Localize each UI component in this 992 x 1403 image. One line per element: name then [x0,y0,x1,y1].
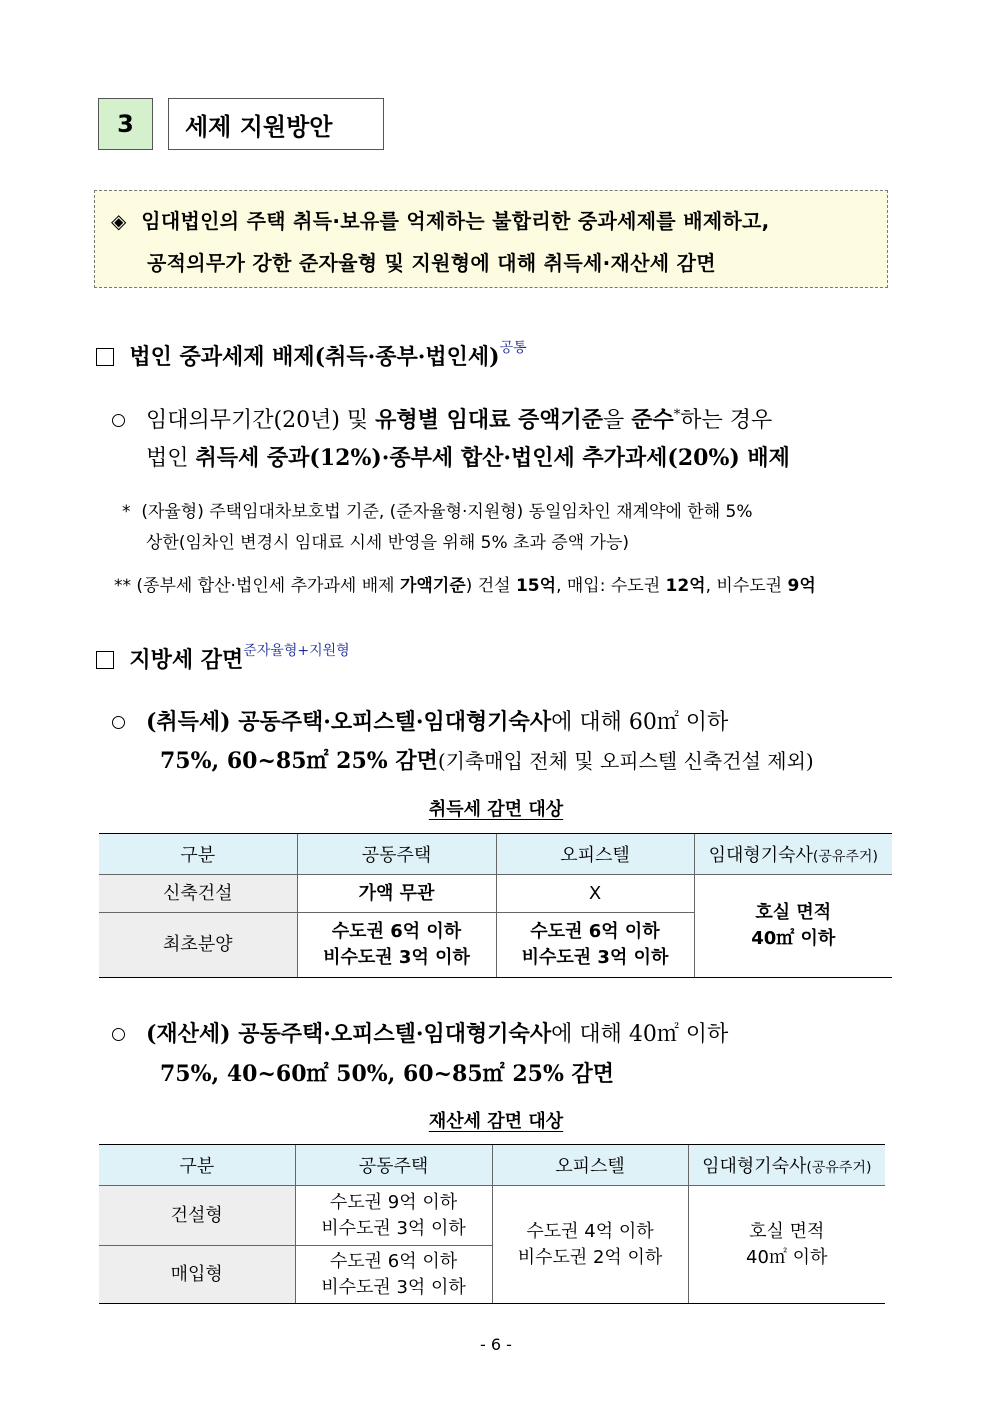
item-3-line-2 [160,1057,614,1088]
note-2-mark: ** [114,576,131,596]
table-row [99,1186,885,1246]
table-1-cell: X [496,875,694,913]
table-1-dorm-cell: 호실 면적 40㎡ 이하 [694,875,892,978]
summary-line-1 [111,205,770,234]
heading-1-text: 법인 중과세제 배제(취득·종부·법인세) [129,344,500,370]
table-2-header-text: 임대형기숙사 [702,1156,807,1177]
heading-2-text: 지방세 감면 [129,647,244,673]
note-2-g: , 비수도권 [705,576,788,596]
item-2-text-b: 에 대해 60㎡ 이하 [551,710,729,735]
item-3-line-1 [112,1017,728,1048]
table-1-cell: 수도권 6억 이하 비수도권 3억 이하 [297,913,496,978]
table-2-caption: 재산세 감면 대상 [428,1111,564,1132]
heading-local-tax [96,643,350,674]
item-2-text-a: (취득세) 공동주택·오피스텔·임대형기숙사 [145,709,552,735]
note-2-h: 9억 [787,576,816,596]
section-number: 3 [98,98,153,150]
note-2-f: 12억 [665,576,706,596]
table-2-cell: 수도권 6억 이하 비수도권 3억 이하 [295,1246,492,1304]
table-2-header: 공동주택 [295,1145,492,1186]
summary-text-1: 임대법인의 주택 취득·보유를 억제하는 불합리한 중과세제를 배제하고, [141,209,770,233]
table-1-cell: 가액 무관 [297,875,496,913]
section-title: 세제 지원방안 [168,98,384,150]
item-1-text-e: 하는 경우 [680,408,773,433]
item-1-text-a: 임대의무기간(20년) 및 [145,408,376,433]
table-1-row-label: 최초분양 [99,913,297,978]
item-3-text-a: (재산세) 공동주택·오피스텔·임대형기숙사 [145,1021,552,1047]
note-1-line-1 [122,497,753,522]
page-number: - 6 - [480,1335,512,1354]
summary-line-2: 공적의무가 강한 준자율형 및 지원형에 대해 취득세·재산세 감면 [147,251,716,275]
item-1-text-g: 취득세 중과(12%)·종부세 합산·법인세 추가과세(20%) 배제 [195,445,790,471]
table-1-header [694,834,892,875]
item-1-text-f: 법인 [146,446,196,471]
table-1-caption: 취득세 감면 대상 [428,799,564,820]
item-1-text-c: 을 [603,408,632,433]
table-2-header: 오피스텔 [492,1145,688,1186]
note-1-line-2: 상한(임차인 변경시 임대료 시세 반영을 위해 5% 초과 증액 가능) [146,533,629,553]
circle-bullet-icon [112,414,125,427]
checkbox-square-icon [96,348,114,366]
table-2-header: 구분 [99,1145,295,1186]
circle-bullet-icon [112,716,125,729]
table-2-officetel-cell: 수도권 4억 이하 비수도권 2억 이하 [492,1186,688,1304]
circle-bullet-icon [112,1028,125,1041]
checkbox-square-icon [96,651,114,669]
table-2-dorm-cell: 호실 면적 40㎡ 이하 [688,1186,885,1304]
note-1-mark: * [122,502,131,522]
table-2-header-suffix: (공유주거) [806,1160,872,1176]
note-2 [114,571,816,596]
table-row [99,875,892,913]
item-1-line-2 [146,441,790,472]
item-2-line-2 [160,744,814,775]
note-2-d: 15억 [515,576,557,596]
table-1-header: 오피스텔 [496,834,694,875]
heading-2-sup: 준자율형+지원형 [243,643,350,659]
note-1-text-1: (자율형) 주택임대차보호법 기준, (준자율형·지원형) 동일임차인 재계약에 한해 5% [141,502,753,522]
item-3-text-b: 에 대해 40㎡ 이하 [551,1022,729,1047]
item-2-line-1 [112,705,728,736]
table-1-cell: 수도권 6억 이하 비수도권 3억 이하 [496,913,694,978]
note-2-e: , 매입: 수도권 [556,576,666,596]
item-1-line-1 [112,403,772,434]
table-2-cell: 수도권 9억 이하 비수도권 3억 이하 [295,1186,492,1246]
note-2-c: ) 건설 [465,576,516,596]
table-2-row-label: 매입형 [99,1246,295,1304]
table-2-row-label: 건설형 [99,1186,295,1246]
item-1-star: * [673,407,681,423]
property-tax-table [99,1144,885,1304]
table-1-row-label: 신축건설 [99,875,297,913]
heading-corporate-tax [96,340,527,371]
item-2-text-c: 75%, 60~85㎡ 25% 감면 [160,748,438,774]
acquisition-tax-table [99,833,892,978]
table-1-header: 공동주택 [297,834,496,875]
summary-box [94,190,888,288]
table-2-header [688,1145,885,1186]
item-1-text-b: 유형별 임대료 증액기준 [375,407,603,433]
table-1-header: 구분 [99,834,297,875]
item-2-text-d: (기축매입 전체 및 오피스텔 신축건설 제외) [437,749,814,773]
diamond-bullet-icon: ◈ [111,209,127,233]
heading-1-sup: 공통 [499,340,527,356]
item-3-text-c: 75%, 40~60㎡ 50%, 60~85㎡ 25% 감면 [160,1061,615,1087]
item-1-text-d: 준수 [631,407,674,433]
table-1-header-text: 임대형기숙사 [708,845,813,866]
table-1-header-suffix: (공유주거) [812,849,878,865]
note-2-a: (종부세 합산·법인세 추가과세 배제 [136,576,400,596]
note-2-b: 가액기준 [399,576,466,596]
